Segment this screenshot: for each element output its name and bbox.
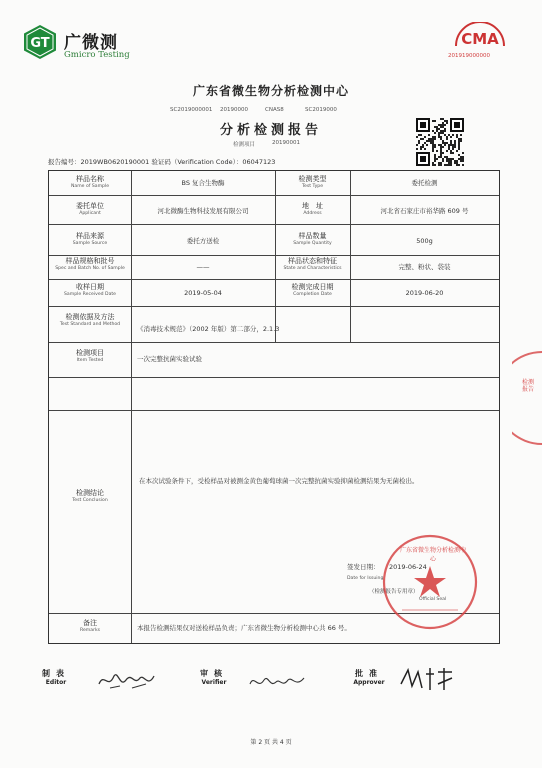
approver-label: 批准 Approver bbox=[353, 669, 385, 686]
partial-seal-text: 检测报告 bbox=[522, 379, 535, 393]
center-info-1: SC2019000001 bbox=[170, 107, 213, 113]
verifier-label: 审核 Verifier bbox=[200, 669, 228, 686]
test-conclusion-value: 在本次试验条件下，受检样品对被测金黄色葡萄球菌一次完整抗菌实验抑菌检测结果为无菌检出。 bbox=[139, 477, 419, 485]
sample-quantity-label: 样品数量 Sample Quantity bbox=[293, 232, 332, 247]
center-info-4: SC2019000 bbox=[305, 107, 337, 113]
partial-seal-icon bbox=[512, 350, 542, 446]
test-type-label: 检测类型 Test Type bbox=[298, 175, 327, 190]
test-standard-value: 《消毒技术规范》（2002 年版）第二部分，2.1.3 bbox=[137, 325, 280, 333]
sample-source-value: 委托方送检 bbox=[186, 237, 220, 245]
completion-date-label: 检测完成日期 Completion Date bbox=[291, 283, 334, 298]
report-sub-2: 20190001 bbox=[272, 140, 300, 146]
state-label: 样品状态和特征 State and Characteristics bbox=[283, 257, 342, 272]
sample-source-label: 样品来源 Sample Source bbox=[72, 232, 108, 247]
seal-text: 广东省微生物分析检测中心 bbox=[399, 547, 466, 563]
received-date-label: 收样日期 Sample Received Date bbox=[63, 283, 117, 298]
state-value: 完整、粉状、袋装 bbox=[398, 263, 451, 271]
report-number: 报告编号：2019WB0620190001 验证码（Verification Code）：06047123 bbox=[48, 158, 276, 166]
editor-label: 制表 Editor bbox=[42, 669, 70, 686]
item-tested-value: 一次完整抗菌实验试验 bbox=[137, 355, 202, 363]
address-value: 河北省石家庄市裕华路 609 号 bbox=[380, 207, 469, 215]
test-standard-label: 检测依据及方法 Test Standard and Method bbox=[59, 313, 121, 328]
completion-date-value: 2019-06-20 bbox=[405, 289, 444, 297]
center-info-2: 20190000 bbox=[220, 107, 248, 113]
test-type-value: 委托检测 bbox=[411, 179, 438, 187]
approver-signature-icon bbox=[398, 664, 456, 694]
center-info-3: CNAS8 bbox=[265, 107, 284, 113]
brand-name-cn: 广微测 bbox=[64, 33, 118, 53]
gmicro-logo-icon bbox=[22, 24, 58, 60]
sample-quantity-value: 500g bbox=[416, 237, 433, 245]
report-sub-1: 检测项目 bbox=[233, 142, 256, 148]
remarks-value: 本报告检测结果仅对送检样品负责；广东省微生物分析检测中心共 66 号。 bbox=[137, 624, 351, 632]
spec-batch-label: 样品规格和批号 Spec and Batch No. of Sample bbox=[55, 257, 125, 272]
brand-name-en: Gmicro Testing bbox=[64, 50, 130, 60]
applicant-value: 河北微酶生物科技发展有限公司 bbox=[157, 207, 249, 215]
issue-date-value: 2019-06-24 bbox=[389, 563, 427, 571]
spec-batch-value: —— bbox=[196, 263, 210, 271]
svg-text:CMA: CMA bbox=[461, 30, 499, 48]
issue-date-label: 签发日期： bbox=[347, 563, 380, 571]
received-date-value: 2019-05-04 bbox=[184, 289, 222, 297]
report-title: 分析检测报告 bbox=[219, 123, 322, 138]
svg-text:GT: GT bbox=[30, 36, 50, 51]
seal-label: （检测报告专用章） bbox=[369, 589, 419, 595]
page-number: 第 2 页 共 4 页 bbox=[250, 739, 292, 746]
item-tested-label: 检测项目 Item Tested bbox=[76, 349, 104, 364]
issue-date-label-en: Date for Issuing bbox=[347, 576, 384, 581]
remarks-label: 备注 Remarks bbox=[79, 619, 101, 634]
address-label: 地 址 Address bbox=[302, 202, 323, 217]
center-name: 广东省微生物分析检测中心 bbox=[192, 84, 349, 98]
editor-signature-icon bbox=[96, 666, 158, 694]
seal-label-en: Official Seal bbox=[419, 597, 447, 602]
sample-name-label: 样品名称 Name of Sample bbox=[70, 175, 110, 190]
sample-name-value: BS 复合生物酶 bbox=[181, 179, 225, 187]
applicant-label: 委托单位 Applicant bbox=[76, 202, 104, 217]
cma-number: 201919000000 bbox=[448, 53, 490, 59]
qr-code-icon bbox=[416, 118, 464, 166]
verifier-signature-icon bbox=[248, 670, 306, 694]
cma-mark-icon bbox=[452, 22, 508, 48]
test-conclusion-label: 检测结论 Test Conclusion bbox=[72, 489, 108, 504]
